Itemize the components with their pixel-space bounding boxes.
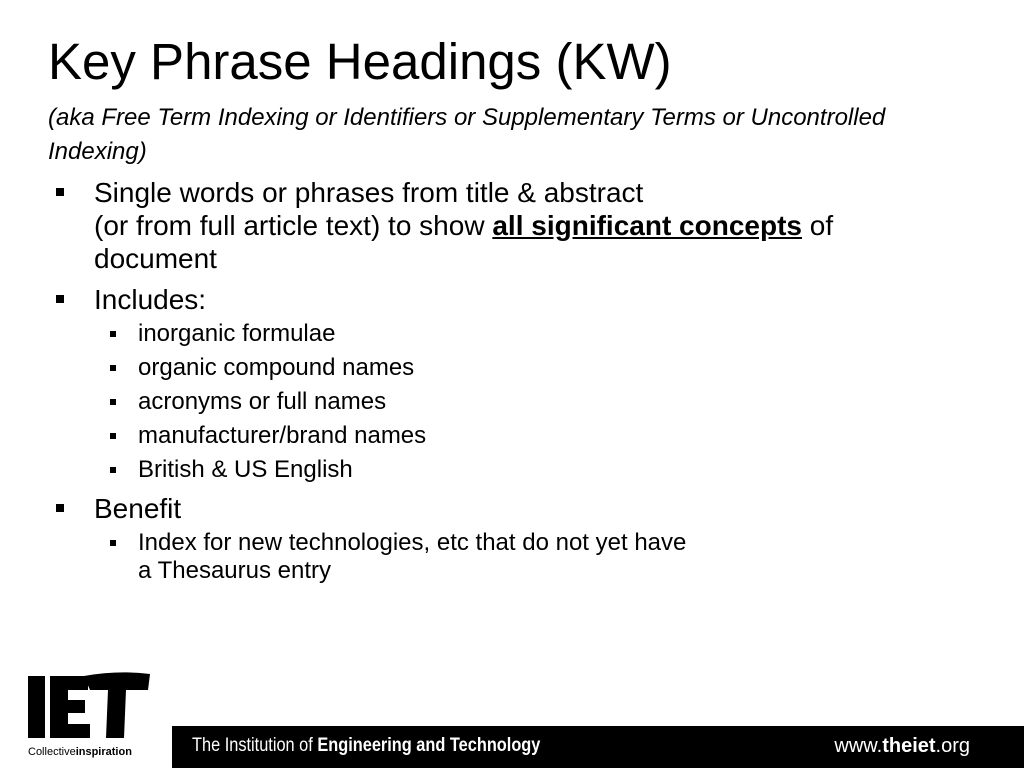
sub-bullet-list bbox=[94, 320, 836, 484]
sub-bullet-text: a Thesaurus entry bbox=[138, 557, 331, 584]
bullet-list bbox=[56, 176, 836, 593]
iet-logo-icon bbox=[28, 672, 150, 742]
bullet-text: of document bbox=[94, 210, 834, 274]
square-bullet-icon bbox=[56, 188, 64, 196]
bullet-item-benefit bbox=[56, 492, 836, 585]
iet-logo bbox=[28, 672, 150, 762]
square-bullet-icon bbox=[110, 433, 116, 439]
institution-bold: Engineering and Technology bbox=[317, 735, 541, 756]
sub-bullet-text: British & US English bbox=[138, 456, 353, 483]
square-bullet-icon bbox=[110, 399, 116, 405]
url-suffix: .org bbox=[935, 735, 970, 757]
logo-caption-bold: inspiration bbox=[75, 746, 132, 758]
bullet-text: Single words or phrases from title & abstract bbox=[94, 177, 644, 208]
url-bold: theiet bbox=[882, 735, 936, 757]
bullet-text: (or from full article text) to show bbox=[94, 210, 493, 241]
square-bullet-icon bbox=[56, 504, 64, 512]
slide-title: Key Phrase Headings (KW) bbox=[48, 33, 672, 90]
sub-bullet-text: Index for new technologies, etc that do not yet have bbox=[138, 529, 687, 556]
bullet-item-includes bbox=[56, 283, 836, 484]
sub-bullet-item bbox=[94, 388, 836, 416]
institution-prefix: The Institution of bbox=[192, 735, 318, 756]
square-bullet-icon bbox=[110, 540, 116, 546]
square-bullet-icon bbox=[110, 365, 116, 371]
sub-bullet-text: inorganic formulae bbox=[138, 320, 336, 347]
sub-bullet-item bbox=[94, 422, 836, 450]
logo-caption bbox=[28, 746, 132, 758]
institution-name bbox=[192, 735, 540, 757]
square-bullet-icon bbox=[110, 331, 116, 337]
sub-bullet-item bbox=[94, 354, 836, 382]
url-prefix: www. bbox=[834, 735, 883, 757]
sub-bullet-item bbox=[94, 320, 836, 348]
website-url bbox=[834, 735, 970, 758]
sub-bullet-text: manufacturer/brand names bbox=[138, 422, 427, 449]
emphasis-text: all significant concepts bbox=[492, 210, 802, 241]
logo-caption-regular: Collective bbox=[28, 746, 76, 758]
bullet-item-significant-concepts bbox=[56, 176, 836, 275]
bullet-text: Includes: bbox=[94, 284, 207, 315]
slide-subtitle: (aka Free Term Indexing or Identifiers or Supplementary Terms or Uncontrolled Indexing) bbox=[48, 104, 886, 165]
sub-bullet-text: acronyms or full names bbox=[138, 388, 387, 415]
square-bullet-icon bbox=[110, 467, 116, 473]
sub-bullet-item bbox=[94, 456, 836, 484]
footer-bar bbox=[172, 726, 1024, 768]
sub-bullet-text: organic compound names bbox=[138, 354, 415, 381]
sub-bullet-item bbox=[94, 529, 836, 585]
square-bullet-icon bbox=[56, 295, 64, 303]
sub-bullet-list bbox=[94, 529, 836, 585]
bullet-text: Benefit bbox=[94, 493, 182, 524]
